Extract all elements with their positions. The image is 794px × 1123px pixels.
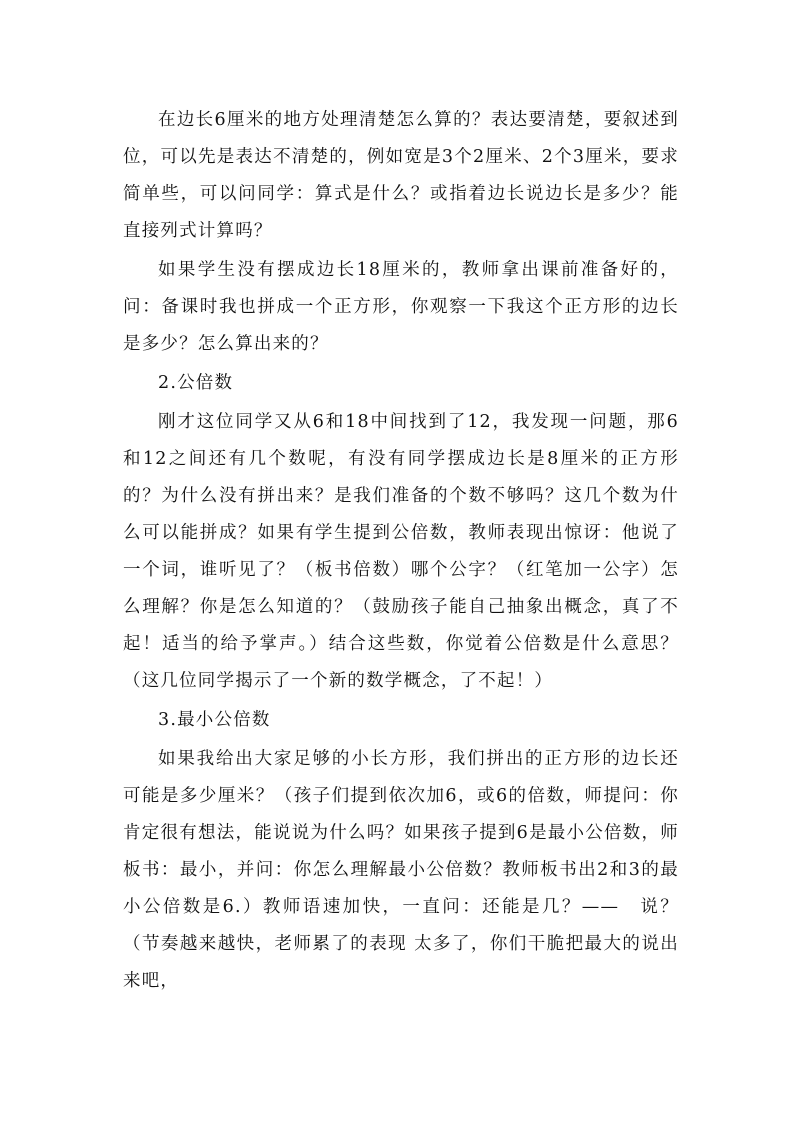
section-heading-common-multiple: 2.公倍数: [158, 373, 234, 393]
document-body: [123, 102, 679, 1002]
section-heading-least-common-multiple: 3.最小公倍数: [158, 710, 271, 730]
paragraph-common-multiple: 刚才这位同学又从6和18中间找到了12，我发现一问题，那6和12之间还有几个数呢，有没有同学摆成边长是8厘米的正方形的？为什么没有拼出来？是我们准备的个数不够吗？这几个数为什么可以能拼成？如果有学生提到公倍数，教师表现出惊讶：他说了一个词，谁听见了？（板书倍数）哪个公字？（红笔加一公字）怎么理解？你是怎么知道的？（鼓励孩子能自己抽象出概念，真了不起！适当的给予掌声。）结合这些数，你觉着公倍数是什么意思？（这几位同学揭示了一个新的数学概念，了不起！）: [123, 412, 679, 691]
paragraph-least-common-multiple: 如果我给出大家足够的小长方形，我们拼出的正方形的边长还可能是多少厘米？（孩子们提到依次加6，或6的倍数，师提问：你肯定很有想法，能说说为什么吗？如果孩子提到6是最小公倍数，师板书：最小，并问：你怎么理解最小公倍数？教师板书出2和3的最小公倍数是6.）教师语速加快，一直问：还能是几？—— 说？（节奏越来越快，老师累了的表现 太多了，你们干脆把最大的说出来吧，: [123, 749, 679, 991]
paragraph-side-length-18: 如果学生没有摆成边长18厘米的，教师拿出课前准备好的，问：备课时我也拼成一个正方形，你观察一下我这个正方形的边长是多少？怎么算出来的？: [123, 260, 679, 354]
paragraph-side-length-6: 在边长6厘米的地方处理清楚怎么算的？表达要清楚，要叙述到位，可以先是表达不清楚的，例如宽是3个2厘米、2个3厘米，要求简单些，可以问同学：算式是什么？或指着边长说边长是多少？能直接列式计算吗？: [123, 110, 679, 241]
